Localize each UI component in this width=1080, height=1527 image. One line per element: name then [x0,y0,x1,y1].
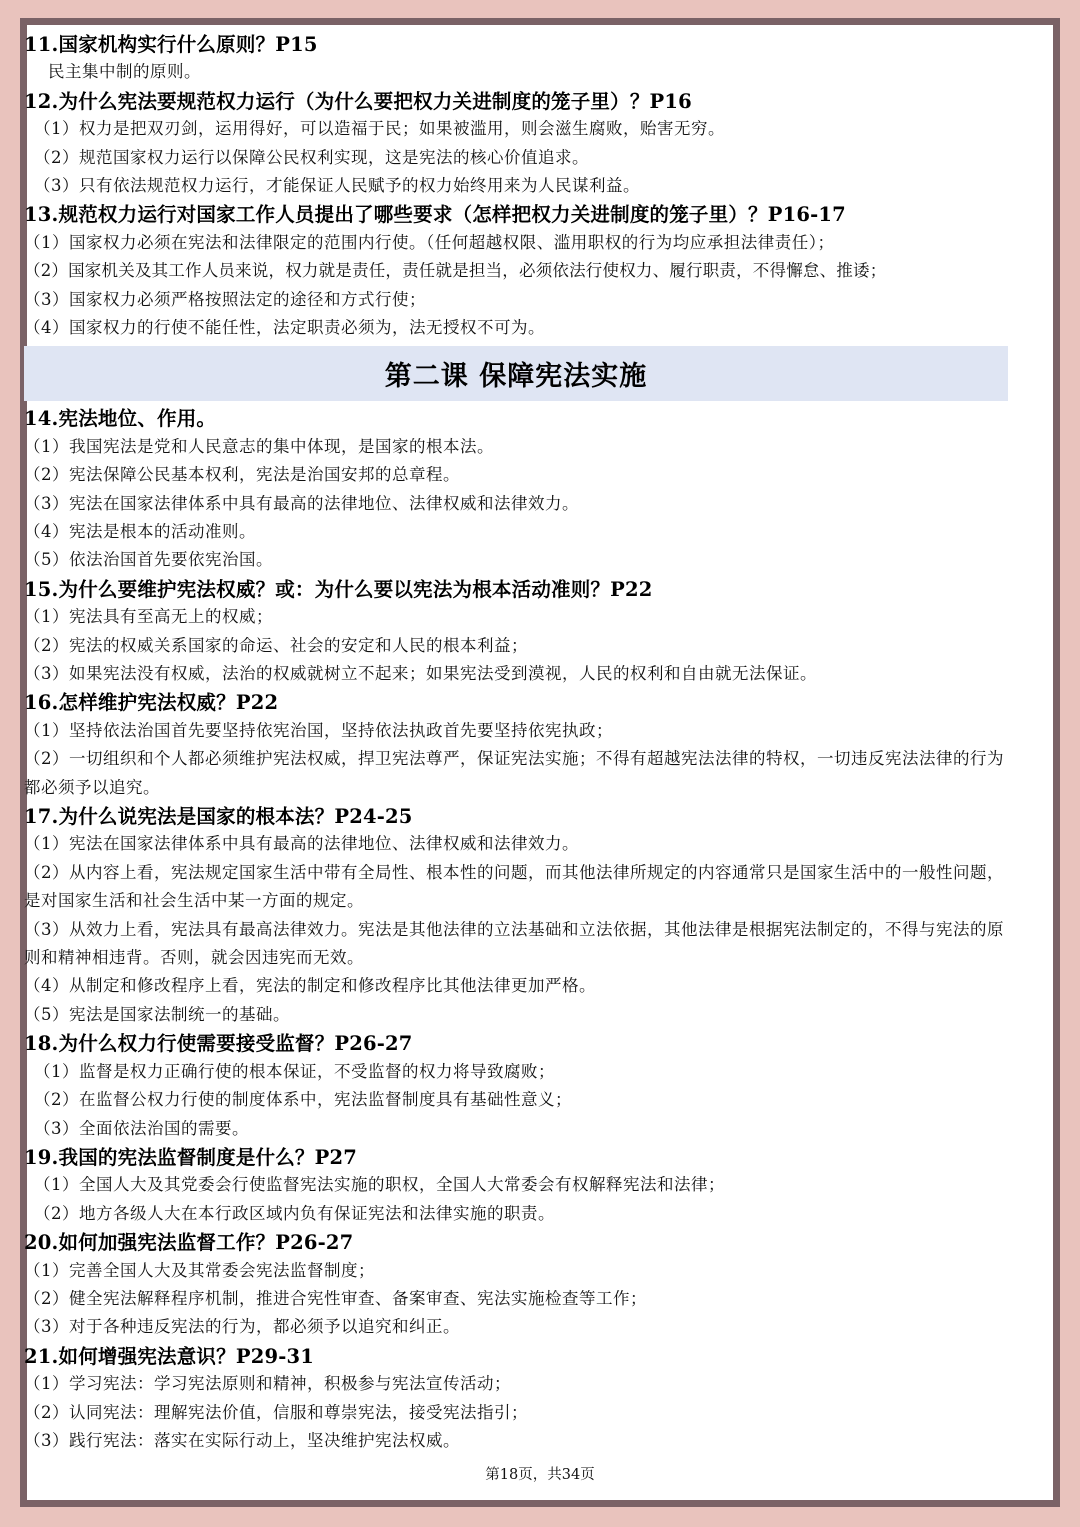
answer-line: （1）国家权力必须在宪法和法律限定的范围内行使。（任何超越权限、滥用职权的行为均应承担法律责任）； [24,232,835,252]
answer-line: （2）从内容上看，宪法规定国家生活中带有全局性、根本性的问题，而其他法律所规定的内容通常只是国家生活中的一般性问题，是对国家生活和社会生活中某一方面的规定。 [24,862,1004,911]
answer-line: （2）国家机关及其工作人员来说，权力就是责任，责任就是担当，必须依法行使权力、履行职责，不得懈怠、推诿； [24,261,887,281]
answer-line: （5）宪法是国家法制统一的基础。 [24,1004,290,1024]
question-11: 11.国家机构实行什么原则？P15 [24,33,318,56]
question-19: 19.我国的宪法监督制度是什么？P27 [24,1145,358,1169]
answer-line: （1）宪法具有至高无上的权威； [24,607,273,627]
question-16: 16.怎样维护宪法权威？P22 [24,691,279,715]
answer-line: （5）依法治国首先要依宪治国。 [24,550,273,570]
page-content [24,30,1008,1455]
answer-line: （3）践行宪法：落实在实际行动上，坚决维护宪法权威。 [24,1430,460,1450]
answer-line: （3）全面依法治国的需要。 [34,1118,249,1138]
question-14: 14.宪法地位、作用。 [24,407,217,431]
question-20: 20.如何加强宪法监督工作？P26-27 [24,1231,354,1255]
question-18: 18.为什么权力行使需要接受监督？P26-27 [24,1032,413,1056]
answer-line: （2）认同宪法：理解宪法价值，信服和尊崇宪法，接受宪法指引； [24,1402,528,1422]
answer-line: （2）地方各级人大在本行政区域内负有保证宪法和法律实施的职责。 [34,1203,555,1223]
question-12: 12.为什么宪法要规范权力运行（为什么要把权力关进制度的笼子里）？P16 [24,89,692,113]
answer-line: （1）我国宪法是党和人民意志的集中体现，是国家的根本法。 [24,436,494,456]
answer-line: （2）宪法的权威关系国家的命运、社会的安定和人民的根本利益； [24,635,528,655]
answer-line: （1）坚持依法治国首先要坚持依宪治国，坚持依法执政首先要坚持依宪执政； [24,720,613,740]
answer-line: （2）规范国家权力运行以保障公民权利实现，这是宪法的核心价值追求。 [34,147,589,167]
answer-line: （2）健全宪法解释程序机制，推进合宪性审查、备案审查、宪法实施检查等工作； [24,1288,647,1308]
page-number: 第18页，共34页 [485,1467,595,1483]
answer-line: （3）如果宪法没有权威，法治的权威就树立不起来；如果宪法受到漠视，人民的权利和自由就无法保证。 [24,664,817,684]
answer-line: （1）学习宪法：学习宪法原则和精神，积极参与宪法宣传活动； [24,1374,511,1394]
answer-line: （2）一切组织和个人都必须维护宪法权威，捍卫宪法尊严，保证宪法实施；不得有超越宪法法律的特权，一切违反宪法法律的行为都必须予以追究。 [24,749,1004,797]
question-17: 17.为什么说宪法是国家的根本法？P24-25 [24,805,413,829]
answer-line: （1）权力是把双刃剑，运用得好，可以造福于民；如果被滥用，则会滋生腐败，贻害无穷。 [34,119,725,139]
answer-line: （3）对于各种违反宪法的行为，都必须予以追究和纠正。 [24,1317,460,1337]
answer-line: （1）完善全国人大及其常委会宪法监督制度； [24,1260,375,1280]
answer-line: （3）从效力上看，宪法具有最高法律效力。宪法是其他法律的立法基础和立法依据，其他法律是根据宪法制定的，不得与宪法的原则和精神相违背。否则，就会因违宪而无效。 [24,919,1004,968]
answer-line: （4）宪法是根本的活动准则。 [24,522,256,542]
answer-line: （2）在监督公权力行使的制度体系中，宪法监督制度具有基础性意义； [34,1090,572,1110]
answer-line: （1）全国人大及其党委会行使监督宪法实施的职权，全国人大常委会有权解释宪法和法律； [34,1175,725,1195]
answer-line: （3）国家权力必须严格按照法定的途径和方式行使； [24,289,426,309]
question-13: 13.规范权力运行对国家工作人员提出了哪些要求（怎样把权力关进制度的笼子里）？P16-17 [24,203,846,227]
question-15: 15.为什么要维护宪法权威？或：为什么要以宪法为根本活动准则？P22 [24,577,653,601]
answer-line: （1）监督是权力正确行使的根本保证，不受监督的权力将导致腐败； [34,1061,555,1081]
answer-line: （2）宪法保障公民基本权利，宪法是治国安邦的总章程。 [24,465,460,485]
lesson-title: 第二课 保障宪法实施 [24,346,1008,401]
answer-line: （3）宪法在国家法律体系中具有最高的法律地位、法律权威和法律效力。 [24,493,579,513]
answer-line: （4）国家权力的行使不能任性，法定职责必须为，法无授权不可为。 [24,318,545,338]
answer-line: （1）宪法在国家法律体系中具有最高的法律地位、法律权威和法律效力。 [24,834,579,854]
question-21: 21.如何增强宪法意识？P29-31 [24,1344,315,1368]
answer-line: 民主集中制的原则。 [48,62,201,82]
answer-line: （4）从制定和修改程序上看，宪法的制定和修改程序比其他法律更加严格。 [24,976,596,996]
answer-line: （3）只有依法规范权力运行，才能保证人民赋予的权力始终用来为人民谋利益。 [34,176,640,195]
